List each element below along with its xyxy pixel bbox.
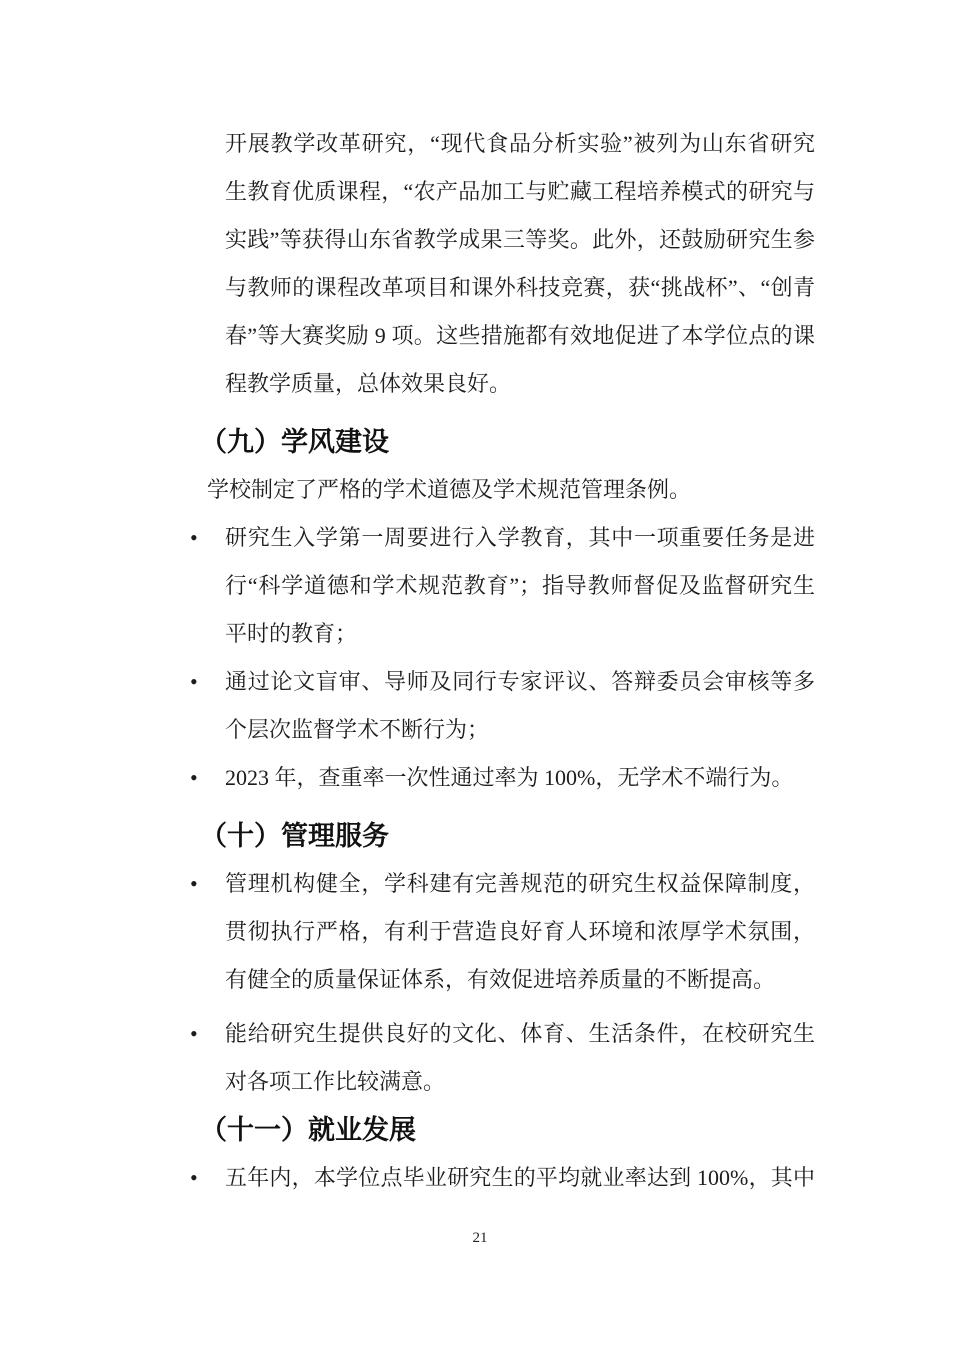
bullet-list-item [190,658,815,754]
text-line: 春”等大赛奖励 9 项。这些措施都有效地促进了本学位点的课 [225,323,815,348]
bullet-text [225,658,815,754]
intro-paragraph [225,120,815,408]
text-line: 个层次监督学术不断行为； [225,717,490,742]
bullet-icon: • [190,765,198,790]
bullet-list-item [190,1010,815,1106]
bullet-text [225,860,815,1004]
text-line: 对各项工作比较满意。 [225,1069,446,1094]
lead-paragraph [207,466,807,514]
bullet-list-item [190,1154,815,1202]
text-line: 研究生入学第一周要进行入学教育，其中一项重要任务是进 [225,525,815,550]
page-number: 21 [472,1230,488,1246]
text-line: 学校制定了严格的学术道德及学术规范管理条例。 [207,477,692,502]
section-heading-10: （十）管理服务 [200,821,389,851]
bullet-list-item [190,860,815,1004]
bullet-text [225,1154,815,1202]
text-line: 2023 年，查重率一次性通过率为 100%，无学术不端行为。 [225,765,794,790]
text-line: 贯彻执行严格，有利于营造良好育人环境和浓厚学术氛围， [225,919,815,944]
text-line: 与教师的课程改革项目和课外科技竞赛，获“挑战杯”、“创青 [225,275,815,300]
text-line: 通过论文盲审、导师及同行专家评议、答辩委员会审核等多 [225,669,815,694]
text-line: 平时的教育； [225,621,358,646]
text-line: 有健全的质量保证体系，有效促进培养质量的不断提高。 [225,967,776,992]
text-line: 五年内，本学位点毕业研究生的平均就业率达到 100%，其中 [225,1165,815,1190]
bullet-icon: • [190,525,198,550]
text-line: 生教育优质课程，“农产品加工与贮藏工程培养模式的研究与 [225,179,815,204]
text-line: 能给研究生提供良好的文化、体育、生活条件，在校研究生 [225,1021,815,1046]
bullet-icon: • [190,669,198,694]
text-line: 行“科学道德和学术规范教育”；指导教师督促及监督研究生 [225,573,815,598]
bullet-list-item [190,514,815,658]
text-line: 程教学质量，总体效果良好。 [225,371,512,396]
bullet-text [225,1010,815,1106]
bullet-icon: • [190,871,198,896]
text-line: 管理机构健全，学科建有完善规范的研究生权益保障制度， [225,871,815,896]
section-heading-11: （十一）就业发展 [200,1115,416,1145]
text-line: 实践”等获得山东省教学成果三等奖。此外，还鼓励研究生参 [225,227,815,252]
section-heading-9: （九）学风建设 [200,427,389,457]
text-line: 开展教学改革研究，“现代食品分析实验”被列为山东省研究 [225,131,815,156]
bullet-list-item [190,754,815,802]
bullet-text [225,514,815,658]
bullet-icon: • [190,1165,198,1190]
bullet-icon: • [190,1021,198,1046]
bullet-text [225,754,815,802]
